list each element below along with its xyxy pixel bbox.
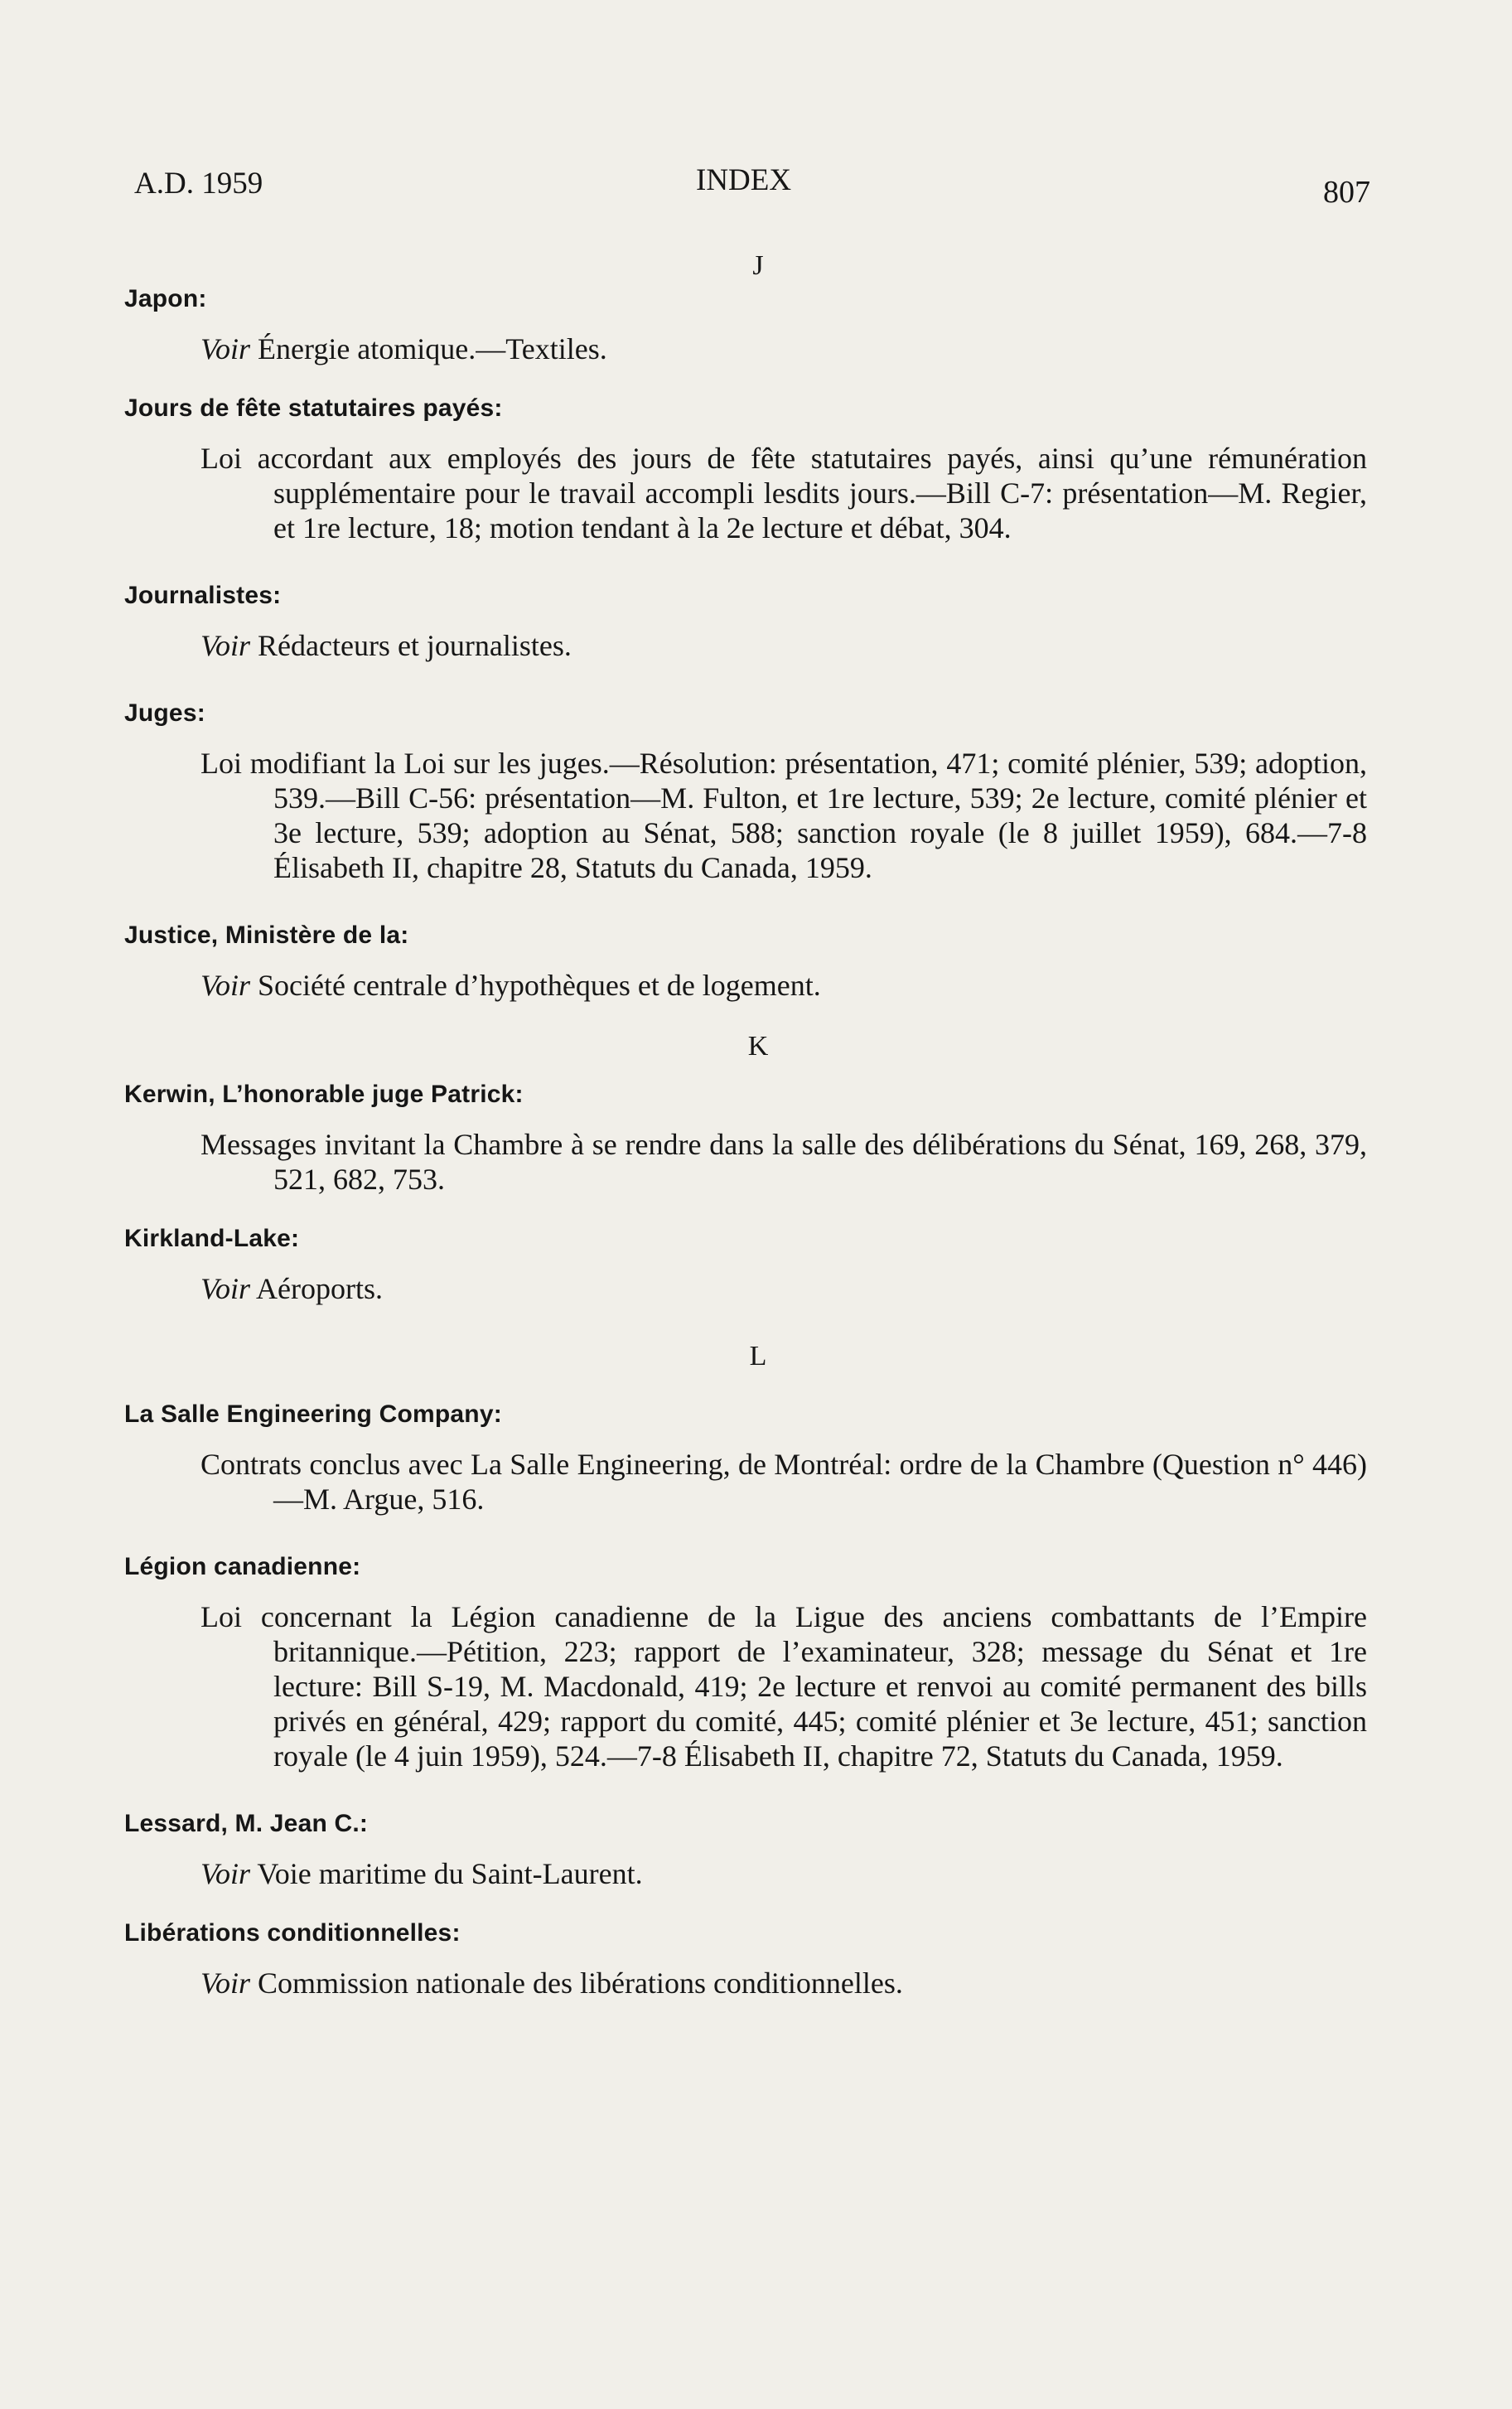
entry-text: Messages invitant la Chambre à se rendre dans la salle des délibérations du Sénat, 169, 268, 379, 521, 682, 753.	[200, 1128, 1367, 1196]
index-entry	[124, 285, 1367, 366]
entry-text: Rédacteurs et journalistes.	[258, 629, 572, 662]
entry-text: Loi concernant la Légion canadienne de la Ligue des anciens combattants de l’Empire britannique.—Pétition, 223; rapport de l’examinateur, 328; message du Sénat et 1re lecture: Bill S-19, M. Macdonald, 419; 2e lecture et renvoi au comité permanent des bills privés en général, 429; rapport du comité, 445; comité plénier et 3e lecture, 451; sanction royale (le 4 juin 1959), 524.—7-8 Élisabeth II, chapitre 72, Statuts du Canada, 1959.	[200, 1600, 1367, 1773]
section-letter: L	[749, 1341, 767, 1371]
index-entry	[124, 1919, 1367, 2000]
entry-body	[200, 968, 1367, 1003]
entry-text: Loi modifiant la Loi sur les juges.—Résolution: présentation, 471; comité plénier, 539; adoption, 539.—Bill C-56: présentation—M. Fulton, et 1re lecture, 539; 2e lecture, comité plénier et 3e lecture, 539; adoption au Sénat, 588; sanction royale (le 8 juillet 1959), 684.—7-8 Élisabeth II, chapitre 28, Statuts du Canada, 1959.	[200, 747, 1367, 884]
index-page	[124, 157, 1370, 2029]
entry-body	[200, 746, 1367, 885]
voir-label: Voir	[200, 332, 251, 365]
entry-heading: Journalistes:	[124, 582, 282, 609]
index-entry	[124, 1553, 1367, 1773]
index-entry	[124, 1810, 1367, 1891]
entry-heading: Justice, Ministère de la:	[124, 922, 409, 949]
entry-heading: La Salle Engineering Company:	[124, 1400, 502, 1428]
voir-label: Voir	[200, 629, 251, 662]
entry-text: Voie maritime du Saint-Laurent.	[257, 1857, 643, 1890]
section-j	[124, 250, 1367, 1003]
section-l	[124, 1341, 1367, 2000]
entry-heading: Kirkland-Lake:	[124, 1225, 300, 1252]
entry-text: Société centrale d’hypothèques et de logement.	[258, 969, 821, 1002]
voir-label: Voir	[200, 1966, 251, 2000]
entry-body	[200, 1966, 1367, 2000]
index-entry	[124, 699, 1367, 885]
entry-body	[200, 628, 1367, 663]
entry-heading: Jours de fête statutaires payés:	[124, 394, 503, 422]
entry-text: Loi accordant aux employés des jours de fête statutaires payés, ainsi qu’une rémunération supplémentaire pour le travail accompli lesdits jours.—Bill C-7: présentation—M. Regier, et 1re lecture, 18; motion tendant à la 2e lecture et débat, 304.	[200, 442, 1367, 544]
entry-heading: Japon:	[124, 285, 207, 312]
page-header	[124, 157, 1370, 210]
entry-heading: Légion canadienne:	[124, 1553, 361, 1580]
entry-body	[200, 331, 1367, 366]
section-letter: J	[752, 250, 764, 281]
entry-body	[200, 1127, 1367, 1197]
entry-text: Commission nationale des libérations conditionnelles.	[258, 1966, 903, 2000]
entry-heading: Libérations conditionnelles:	[124, 1919, 461, 1947]
entry-heading: Lessard, M. Jean C.:	[124, 1810, 369, 1837]
header-title: INDEX	[696, 163, 792, 197]
index-entry	[124, 1400, 1367, 1517]
entry-body	[200, 1599, 1367, 1773]
section-k	[124, 1031, 1367, 1306]
entry-body	[200, 1271, 1367, 1306]
entry-heading: Juges:	[124, 699, 205, 727]
index-entry	[124, 1225, 1367, 1306]
section-letter: K	[747, 1031, 769, 1062]
voir-label: Voir	[200, 1272, 251, 1305]
page-number: 807	[1323, 175, 1370, 210]
voir-label: Voir	[200, 1857, 251, 1890]
header-year: A.D. 1959	[134, 167, 263, 201]
entry-body	[200, 441, 1367, 545]
entry-text: Énergie atomique.—Textiles.	[258, 332, 607, 365]
entry-text: Aéroports.	[256, 1272, 383, 1305]
index-entry	[124, 922, 1367, 1003]
entry-heading: Kerwin, L’honorable juge Patrick:	[124, 1081, 524, 1108]
entry-body	[200, 1447, 1367, 1517]
entry-body	[200, 1856, 1367, 1891]
index-entry	[124, 582, 1367, 663]
index-entry	[124, 394, 1367, 545]
entry-text: Contrats conclus avec La Salle Engineering, de Montréal: ordre de la Chambre (Question n° 446)—M. Argue, 516.	[200, 1448, 1367, 1516]
index-entry	[124, 1081, 1367, 1197]
voir-label: Voir	[200, 969, 251, 1002]
